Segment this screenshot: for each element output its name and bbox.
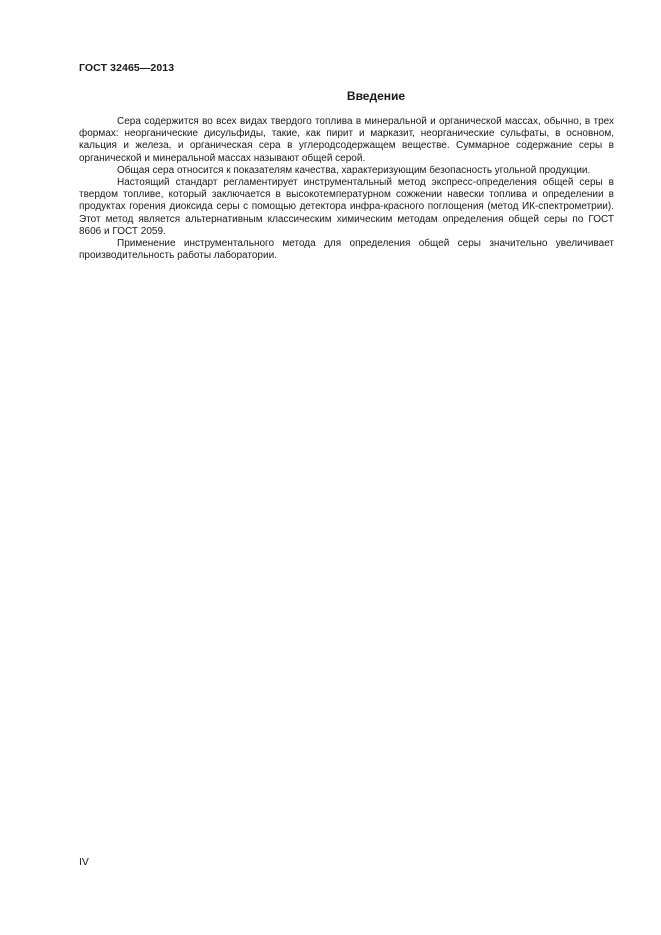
paragraph-method-scope: Настоящий стандарт регламентирует инструментальный метод экспресс-определения общей серы в твердом топливе, который заключается в высокотемпературном сожжении навески топлива и определении в продуктах горения диоксида серы с помощью детектора инфра-красного поглощения (метод ИК-спектрометрии). Этот метод является альтернативным классическим химическим методам определения общей серы по ГОСТ 8606 и ГОСТ 2059. [79,177,614,237]
standard-code-header: ГОСТ 32465—2013 [79,62,175,74]
paragraph-sulfur-forms: Сера содержится во всех видах твердого топлива в минеральной и органической массах, обычно, в трех формах: неорганические дисульфиды, такие, как пирит и марказит, неорганические сульфаты, в основном, кальция и железа, и органическая сера в углеродсодержащем веществе. Суммарное содержание серы в органической и минеральной массах называют общей серой. [79,116,614,164]
section-title: Введение [346,89,406,103]
introduction-body [79,116,614,262]
paragraph-productivity: Применение инструментального метода для определения общей серы значительно увеличивает производительность работы лаборатории. [79,238,614,262]
paragraph-quality-indicator: Общая сера относится к показателям качества, характеризующим безопасность угольной продукции. [117,164,591,176]
page-number: IV [79,856,89,868]
